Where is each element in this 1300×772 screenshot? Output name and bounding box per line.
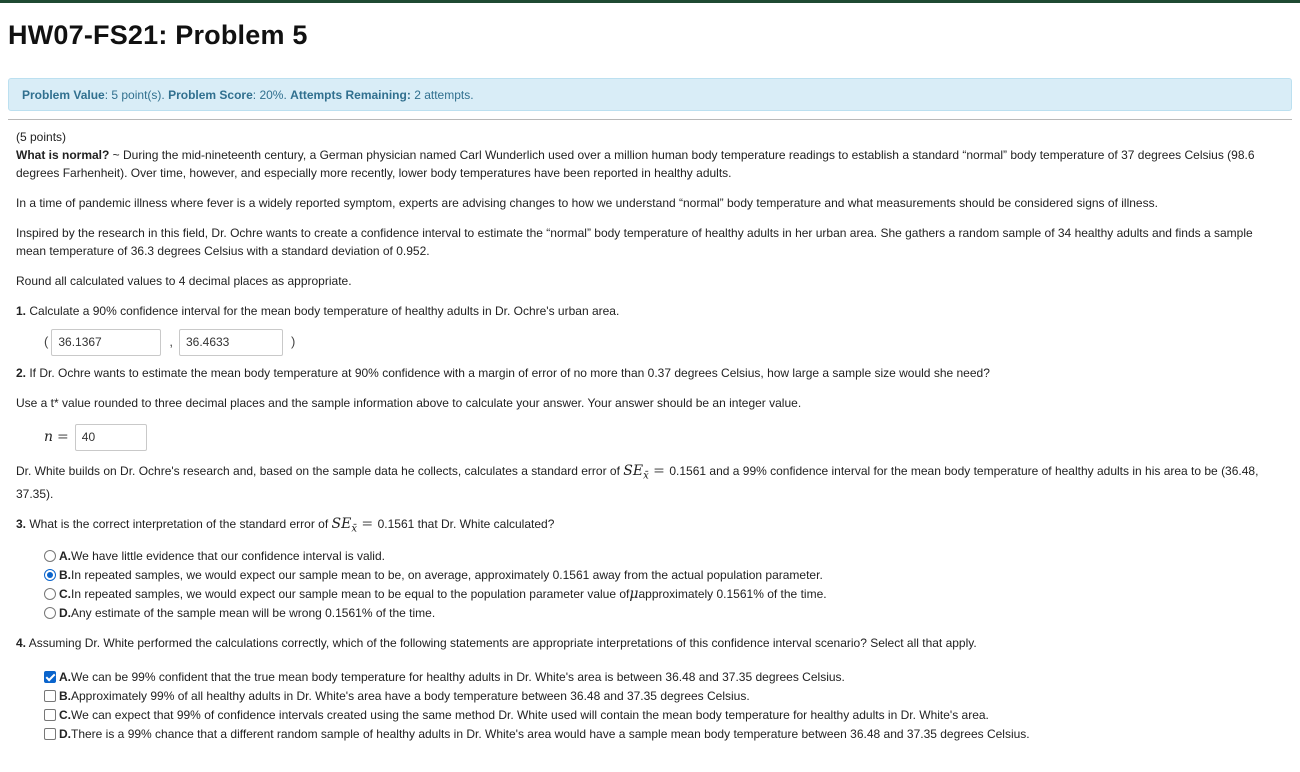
question-1-number: 1. (16, 304, 27, 318)
option-text: Approximately 99% of all healthy adults in Dr. White's area have a body temperature between 36.48 and 37.35 degrees Celsius. (71, 689, 750, 704)
option-letter: C. (59, 708, 71, 723)
page-title: HW07-FS21: Problem 5 (8, 20, 308, 50)
mu-symbol: μ (629, 586, 639, 603)
option-letter: B. (59, 689, 71, 704)
radio-button[interactable] (44, 550, 56, 562)
problem-score-label: Problem Score (168, 88, 253, 102)
comma: , (169, 334, 173, 349)
option-text-after: approximately 0.1561% of the time. (638, 587, 827, 602)
question-4-number: 4. (16, 635, 27, 650)
question-2-text: If Dr. Ochre wants to estimate the mean body temperature at 90% confidence with a margin of error of no more than 0.37 degrees Celsius, how large a sample size would she need? (26, 366, 990, 380)
question-1-text: Calculate a 90% confidence interval for the mean body temperature of healthy adults in Dr. Ochre's urban area. (26, 304, 620, 318)
radio-button[interactable] (44, 607, 56, 619)
option-text: We can expect that 99% of confidence intervals created using the same method Dr. White used will contain the mean body temperature for healthy adults in Dr. White's area. (71, 708, 989, 723)
option-letter: D. (59, 727, 71, 742)
points-text: (5 points) (16, 130, 67, 144)
q4-option-d[interactable] (44, 725, 1286, 744)
question-3-text-after: that Dr. White calculated? (414, 517, 555, 532)
se-value: 0.1561 (377, 517, 415, 532)
ci-upper-input[interactable]: 36.4633 (179, 329, 283, 356)
q3-option-b[interactable] (44, 566, 1286, 585)
question-3-text-before: What is the correct interpretation of the standard error of (26, 517, 332, 532)
question-2 (16, 364, 1286, 382)
option-letter: D. (59, 606, 71, 621)
ci-lower-input[interactable]: 36.1367 (51, 329, 161, 356)
q4-option-a[interactable] (44, 668, 1286, 687)
q4-option-c[interactable] (44, 706, 1286, 725)
checkbox[interactable] (44, 728, 56, 740)
sample-size-input[interactable]: 40 (75, 424, 147, 451)
problem-score: : 20%. (252, 88, 287, 102)
question-2-note: Use a t* value rounded to three decimal places and the sample information above to calculate your answer. Your answer should be an integer value. (16, 396, 802, 410)
question-1 (16, 302, 1286, 320)
option-text: We can be 99% confident that the true mean body temperature for healthy adults in Dr. White's area is between 36.48 and 37.35 degrees Celsius. (71, 670, 845, 685)
equals-sign: = (57, 429, 69, 445)
divider (8, 119, 1292, 120)
option-letter: A. (59, 549, 71, 564)
question-2-number: 2. (16, 366, 27, 380)
attempts-remaining-label: Attempts Remaining: (290, 88, 411, 102)
option-text: In repeated samples, we would expect our sample mean to be, on average, approximately 0.1561 away from the actual population parameter. (71, 568, 823, 583)
se-value: 0.1561 (669, 464, 707, 478)
option-letter: C. (59, 587, 71, 602)
paragraph-pandemic: In a time of pandemic illness where fever is a widely reported symptom, experts are advising changes to how we understand “normal” body temperature and what measurements should be considered signs of illness. (16, 196, 1158, 210)
se-subscript: x̄ (351, 523, 357, 535)
q3-option-c[interactable] (44, 585, 1286, 604)
paragraph-ochre: Inspired by the research in this field, Dr. Ochre wants to create a confidence interval to estimate the “normal” body temperature of healthy adults in her urban area. She gathers a random sample of 34 healthy adults and finds a sample mean temperature of 36.3 degrees Celsius with a standard deviation of 0.952. (16, 226, 1253, 258)
intro-paragraph (16, 146, 1286, 182)
round-note: Round all calculated values to 4 decimal places as appropriate. (16, 274, 352, 288)
q3-option-d[interactable] (44, 604, 1286, 623)
radio-button[interactable] (44, 588, 56, 600)
question-4-options (44, 668, 1286, 744)
question-3-options (44, 547, 1286, 623)
option-letter: A. (59, 670, 71, 685)
attempts-remaining: 2 attempts. (414, 88, 474, 102)
problem-value-label: Problem Value (22, 88, 105, 102)
q4-option-b[interactable] (44, 687, 1286, 706)
question-1-answer (44, 328, 1286, 356)
intro-text: ~ During the mid-nineteenth century, a German physician named Carl Wunderlich used over a million human body temperature readings to establish a standard “normal” body temperature of 37 degrees Celsius (98.6 degrees Farhenheit). Over time, however, and especially more recently, lower body temperatures have been reported in healthy adults. (16, 148, 1255, 180)
question-2-answer (44, 423, 1286, 451)
option-text: We have little evidence that our confidence interval is valid. (71, 549, 385, 564)
question-4-text: Assuming Dr. White performed the calculations correctly, which of the following statements are appropriate interpretations of this confidence interval scenario? Select all that apply. (26, 635, 977, 650)
se-equals: = (648, 463, 670, 479)
problem-value: : 5 point(s). (104, 88, 165, 102)
option-text: Any estimate of the sample mean will be wrong 0.1561% of the time. (71, 606, 436, 621)
white-text-after: and a 99% confidence interval for the mean body temperature of healthy adults in his area to be (36.48, 37.35). (16, 464, 1259, 502)
se-subscript: x̄ (643, 470, 649, 482)
se-equals: = (356, 516, 378, 533)
open-paren: ( (44, 334, 49, 349)
radio-button-selected[interactable] (44, 569, 56, 581)
question-3-number: 3. (16, 517, 27, 532)
se-symbol: SE (623, 463, 644, 479)
option-letter: B. (59, 568, 71, 583)
question-4 (16, 634, 1286, 652)
top-bar (0, 0, 1300, 3)
checkbox[interactable] (44, 690, 56, 702)
checkbox-checked[interactable] (44, 671, 56, 683)
option-text: There is a 99% chance that a different random sample of healthy adults in Dr. White's area would have a sample mean body temperature between 36.48 and 37.35 degrees Celsius. (71, 727, 1030, 742)
se-symbol: SE (331, 516, 352, 533)
problem-body (16, 128, 1286, 744)
q3-option-a[interactable] (44, 547, 1286, 566)
question-3 (16, 515, 1286, 538)
n-label: n (44, 429, 54, 445)
white-paragraph (16, 462, 1286, 503)
option-text: In repeated samples, we would expect our sample mean to be equal to the population parameter value of (71, 587, 630, 602)
intro-heading: What is normal? (16, 148, 110, 162)
close-paren: ) (290, 334, 296, 349)
problem-info-box (8, 78, 1292, 111)
checkbox[interactable] (44, 709, 56, 721)
white-text-before: Dr. White builds on Dr. Ochre's research and, based on the sample data he collects, calculates a standard error of (16, 464, 624, 478)
